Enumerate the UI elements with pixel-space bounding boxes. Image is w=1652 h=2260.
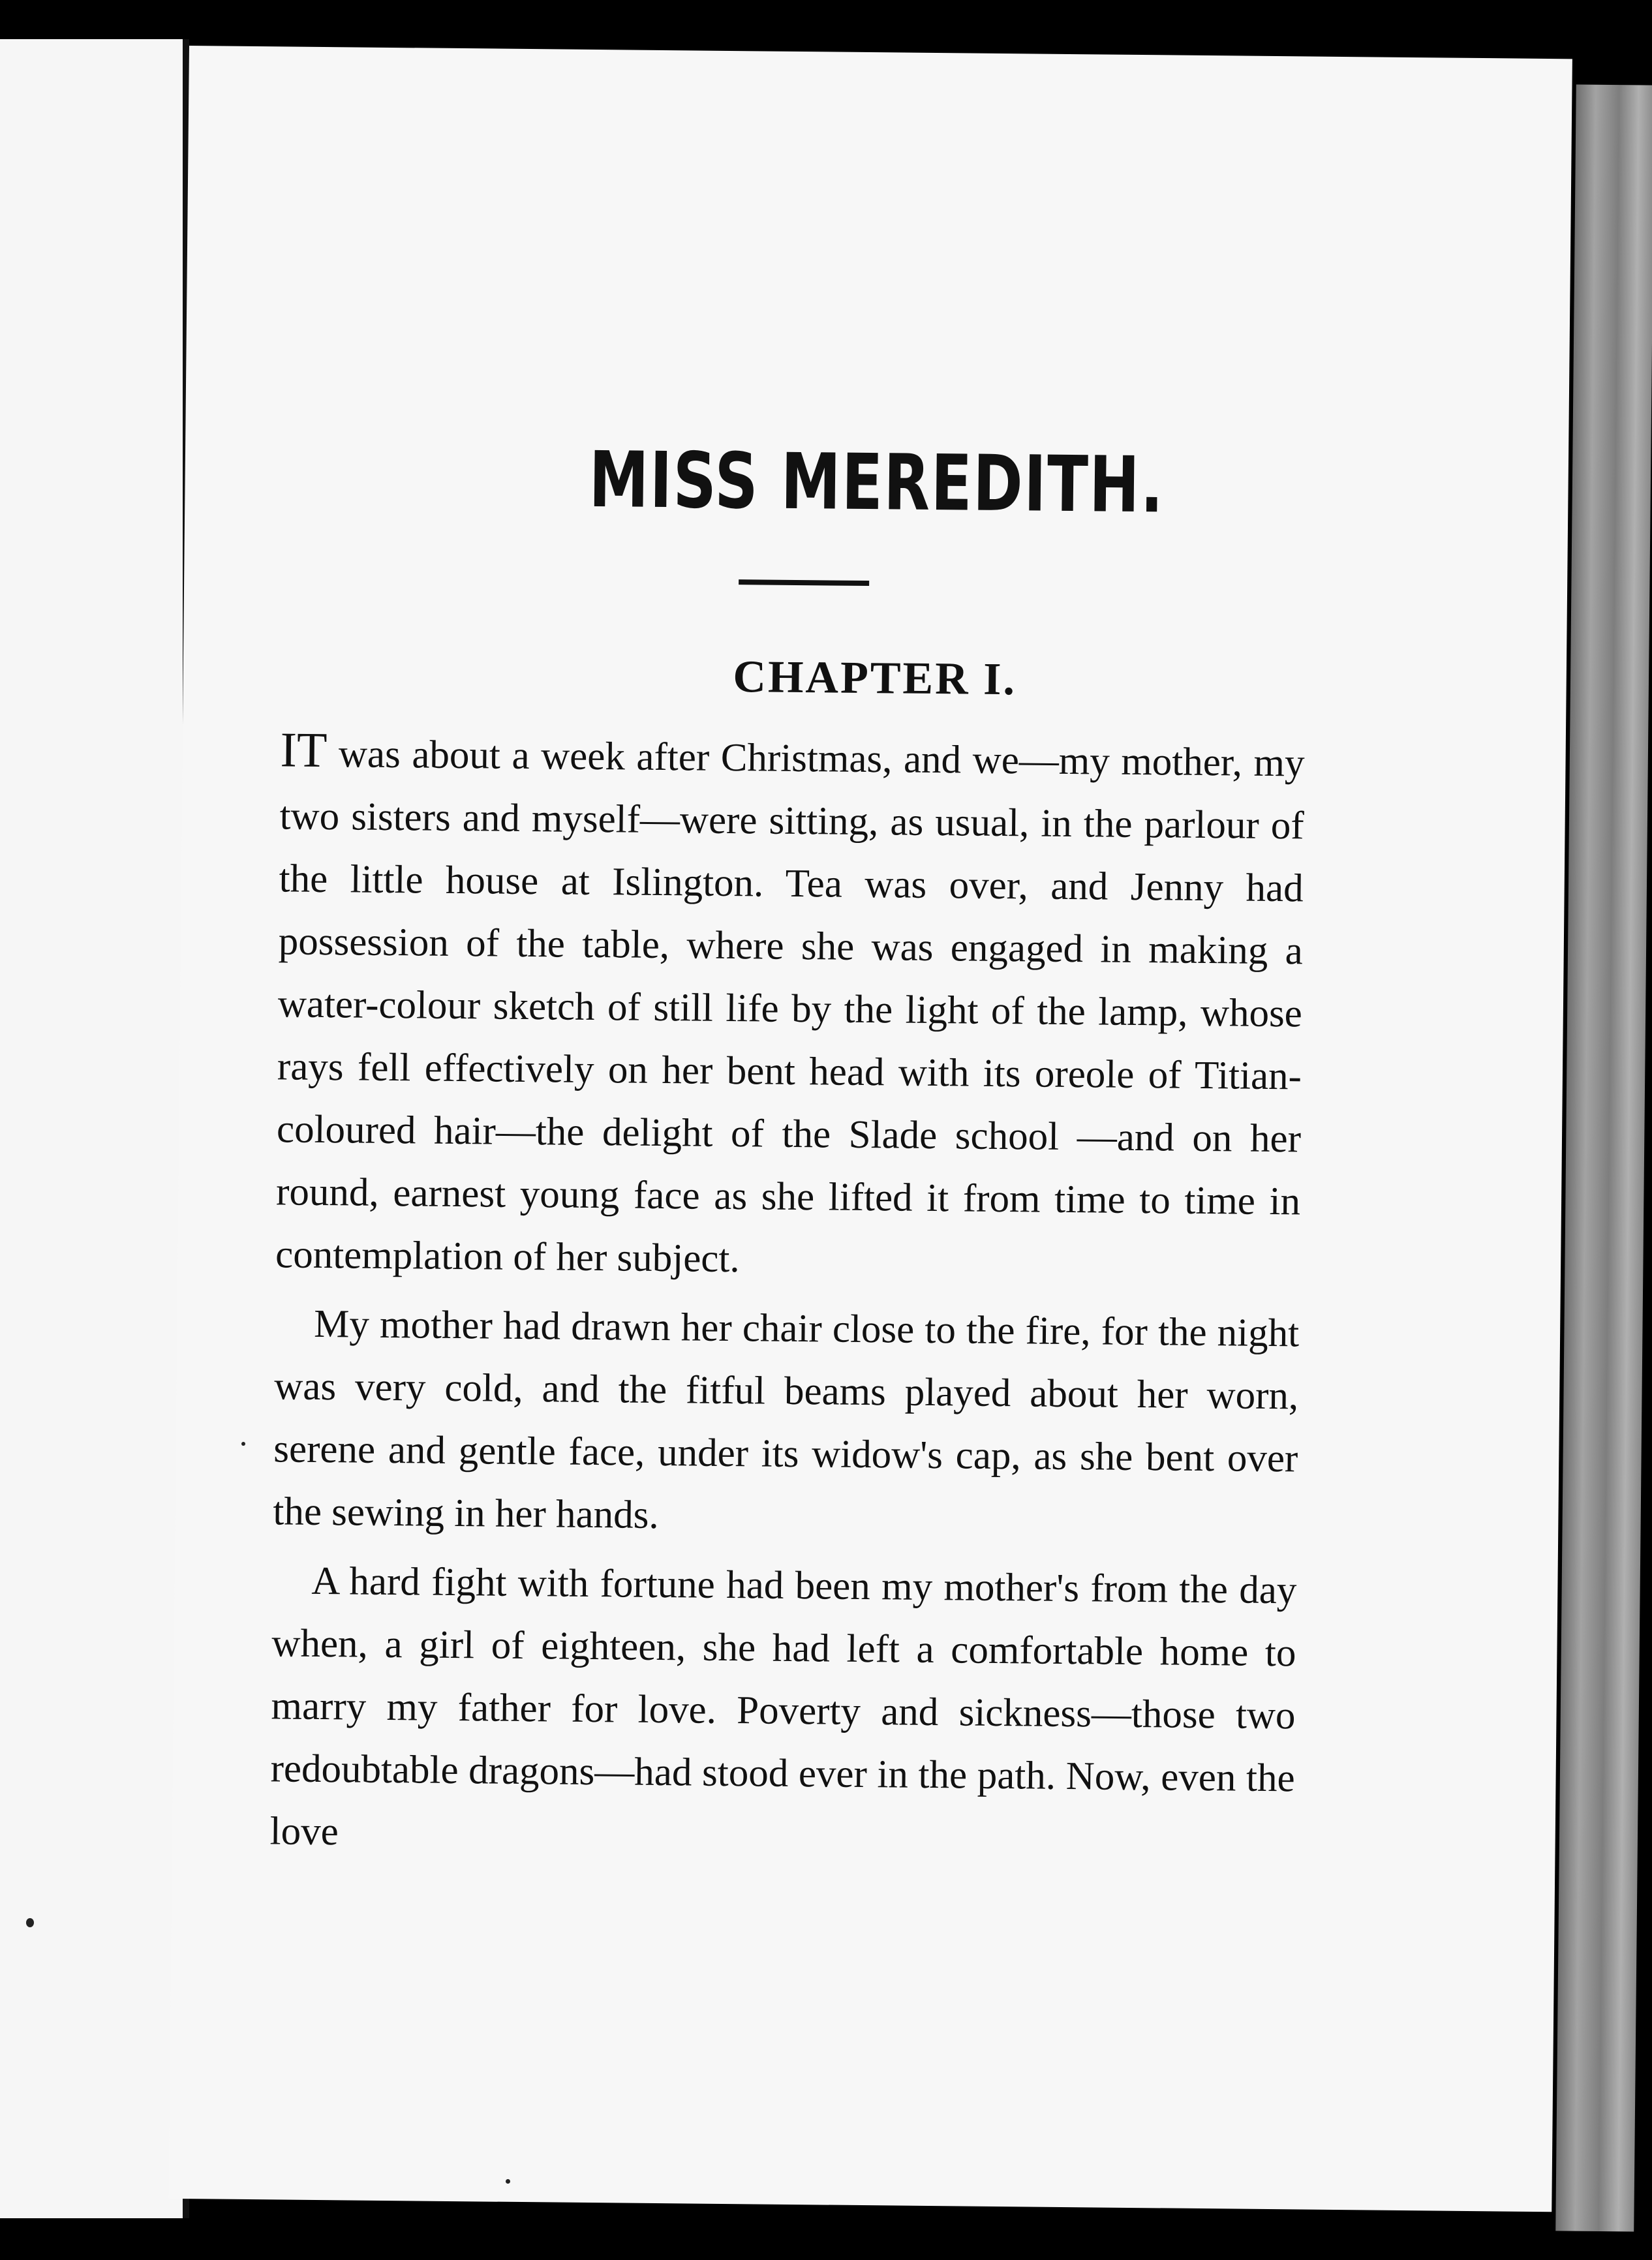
paragraph-3: A hard fight with fortune had been my mother's from the day when, a girl of eighteen, she had left a comfortable home to marry my father for love. Poverty and sickness—those two redoubtable dragons—had stood ever in the path. Now, even the love [269,1559,1297,1854]
paragraph-1 [275,718,1305,1296]
paragraph-1-text: was about a week after Christmas, and we—my mother, my two sisters and myself—were sitting, as usual, in the parlour of the little house at Islington. Tea was over, and Jenny had possession of the table, where she was engaged in making a water-colour sketch of still life by the light of the lamp, whose rays fell effectively on her bent head with its oreole of Titian-coloured hair—the delight of the Slade school —and on her round, earnest young face as she lifted it from time to time in contemplation of her subject. [275,732,1305,1281]
speck [241,1442,245,1446]
left-page-margin [0,39,183,2218]
paragraph-2: My mother had drawn her chair close to the fire, for the night was very cold, and the fitful beams played about her worn, serene and gentle face, under its widow's cap, as she bent over the sewing in her hands. [273,1302,1300,1538]
book-page [168,46,1572,2212]
title-rule [739,579,869,586]
speck [506,2179,510,2184]
book-title: MISS MEREDITH. [589,434,1165,530]
body-text [269,718,1305,1879]
dropcap: IT [280,722,328,778]
chapter-heading: CHAPTER I. [733,652,1017,705]
page-edge [1555,84,1652,2231]
speck [26,1918,34,1927]
